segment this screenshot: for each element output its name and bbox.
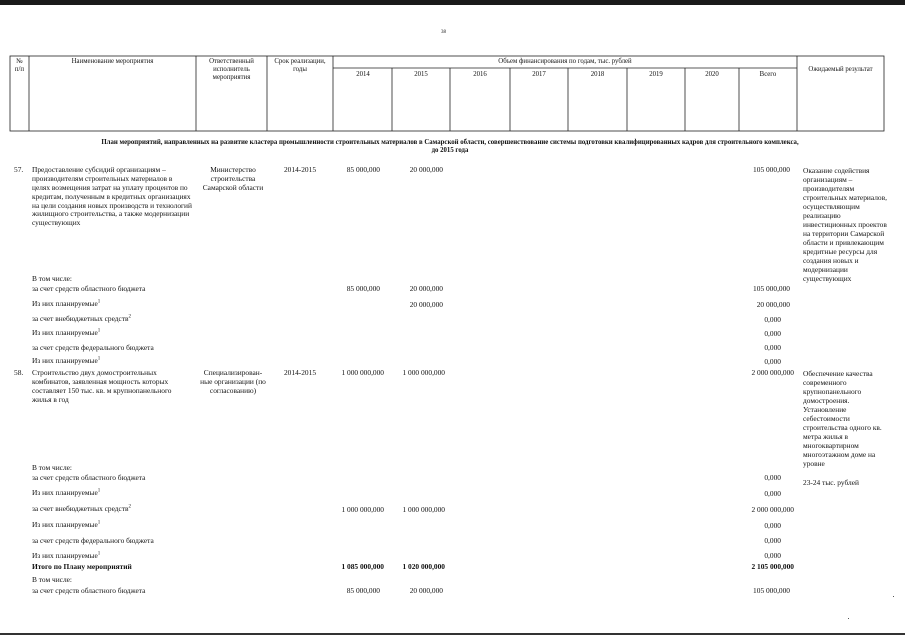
item-57-row-label: Из них планируемые$^1$	[32, 356, 101, 365]
grand-total-2014: 1 085 000,000	[341, 562, 384, 571]
item-57-row-2015: 20 000,000	[409, 300, 443, 309]
scan-speck	[848, 618, 849, 619]
col-header-2015: 2015	[414, 71, 428, 78]
col-header-executor: Ответственный исполнитель мероприятия	[209, 58, 254, 81]
grand-total-label: Итого по Плану мероприятий	[32, 562, 132, 571]
item-57-term: 2014-2015	[283, 165, 317, 174]
col-header-2017: 2017	[532, 71, 546, 78]
section-title	[20, 139, 880, 155]
col-header-total: Всего	[759, 71, 777, 78]
item-57-row-label: за счет средств областного бюджета	[32, 284, 146, 293]
footnote-mark: 1	[97, 488, 101, 494]
item-58-row-2015: 1 000 000,000	[402, 505, 445, 514]
item-57-number: 57.	[14, 165, 24, 174]
item-58-row-total: 0,000	[764, 521, 781, 530]
col-header-result: Ожидаемый результат	[808, 66, 873, 73]
item-58-row-label: за счет средств федерального бюджета	[32, 536, 154, 545]
col-header-2019: 2019	[649, 71, 663, 78]
item-58-row-label: Из них планируемые$^1$	[32, 488, 101, 497]
scan-speck	[893, 596, 894, 597]
item-57-row-total: 0,000	[764, 357, 781, 366]
footnote-mark: 1	[97, 356, 101, 362]
item-57-row-total: 0,000	[764, 329, 781, 338]
item-57-row-total: 0,000	[764, 315, 781, 324]
item-57-row-total: 20 000,000	[756, 300, 790, 309]
item-57-row-2015: 20 000,000	[409, 284, 443, 293]
item-57-row-2014: 85 000,000	[346, 284, 380, 293]
item-58-name: Строительство двух домостроительных комбинатов, заявленная мощность которых составляет 150 тыс. кв. м крупнопанельного жилья в год	[32, 368, 172, 404]
item-58-row-total: 2 000 000,000	[751, 505, 794, 514]
item-58-2015: 1 000 000,000	[402, 368, 445, 377]
item-58-including-label: В том числе:	[32, 463, 72, 472]
grand-total-row-total: 105 000,000	[753, 586, 790, 595]
item-58-term: 2014-2015	[283, 368, 317, 377]
footnote-mark: 2	[128, 504, 132, 510]
col-header-finance: Объем финансирования по годам, тыс. рублей	[498, 58, 632, 65]
col-header-2020: 2020	[705, 71, 719, 78]
grand-total-including-label: В том числе:	[32, 575, 72, 584]
item-58-row-label: за счет средств областного бюджета	[32, 473, 146, 482]
item-57-executor: Министерство строительства Самарской области	[202, 165, 264, 192]
footnote-mark: 1	[97, 551, 101, 557]
item-57-row-label: за счет средств федерального бюджета	[32, 343, 154, 352]
item-57-row-label: Из них планируемые$^1$	[32, 299, 101, 308]
footnote-mark: 2	[128, 314, 132, 320]
item-58-result: Обеспечение качества современного крупнопанельного домостроения. Установление себестоимости строительства одного кв. метра жилья в многоквартирном многоэтажном доме на уровне	[803, 369, 882, 469]
col-header-2016: 2016	[473, 71, 487, 78]
item-57-result: Оказание содействия организациям – производителям строительных материалов, осуществляющим реализацию инвестиционных проектов на территории Самарской области и привлекающим кредитные ресурсы для создания новых и модернизации существующих	[803, 166, 887, 284]
item-57-row-total: 0,000	[764, 343, 781, 352]
item-57-row-total: 105 000,000	[753, 284, 790, 293]
page-number: 38	[441, 30, 446, 35]
item-58-row-total: 0,000	[764, 489, 781, 498]
footnote-mark: 1	[97, 299, 101, 305]
grand-total-total: 2 105 000,000	[751, 562, 794, 571]
col-header-term: Срок реализации, годы	[274, 58, 326, 73]
item-57-including-label: В том числе:	[32, 274, 72, 283]
item-57-2015: 20 000,000	[409, 165, 443, 174]
item-57-total: 105 000,000	[753, 165, 790, 174]
col-header-2014: 2014	[356, 71, 370, 78]
item-58-row-total: 0,000	[764, 551, 781, 560]
item-58-row-label: Из них планируемые$^1$	[32, 520, 101, 529]
item-57-row-label: за счет внебюджетных средств$^2$	[32, 314, 132, 323]
footnote-mark: 1	[97, 520, 101, 526]
item-58-row-label: за счет внебюджетных средств$^2$	[32, 504, 132, 513]
section-title-line2: до 2015 года	[431, 147, 469, 155]
grand-total-row-2014: 85 000,000	[346, 586, 380, 595]
item-58-total: 2 000 000,000	[751, 368, 794, 377]
item-58-executor: Специализирован-ные организации (по согласованию)	[200, 368, 266, 395]
item-58-result-value: 23-24 тыс. рублей	[803, 478, 859, 487]
item-58-number: 58.	[14, 368, 24, 377]
grand-total-2015: 1 020 000,000	[402, 562, 445, 571]
col-header-name: Наименование мероприятия	[71, 58, 154, 65]
item-57-row-label: Из них планируемые$^1$	[32, 328, 101, 337]
section-title-line1: План мероприятий, направленных на развитие кластера промышленности строительных материалов в Самарской области, совершенствование системы подготовки квалифицированных кадров для строительного комплекса,	[101, 139, 799, 146]
item-57-name: Предоставление субсидий организациям – производителям строительных материалов в целях возмещения затрат на уплату процентов по кредитам, полученным в кредитных организациях на цели создания новых производств и технологий жилищного строительства, а также модернизации существующих	[32, 165, 192, 228]
col-header-2018: 2018	[590, 71, 605, 78]
item-58-row-total: 0,000	[764, 536, 781, 545]
item-58-row-label: Из них планируемые$^1$	[32, 551, 101, 560]
grand-total-row-label: за счет средств областного бюджета	[32, 586, 146, 595]
grand-total-row-2015: 20 000,000	[409, 586, 443, 595]
footnote-mark: 1	[97, 328, 101, 334]
item-57-2014: 85 000,000	[346, 165, 380, 174]
item-58-row-2014: 1 000 000,000	[341, 505, 384, 514]
item-58-row-total: 0,000	[764, 473, 781, 482]
item-58-2014: 1 000 000,000	[341, 368, 384, 377]
col-header-number: № п/п	[14, 58, 25, 73]
